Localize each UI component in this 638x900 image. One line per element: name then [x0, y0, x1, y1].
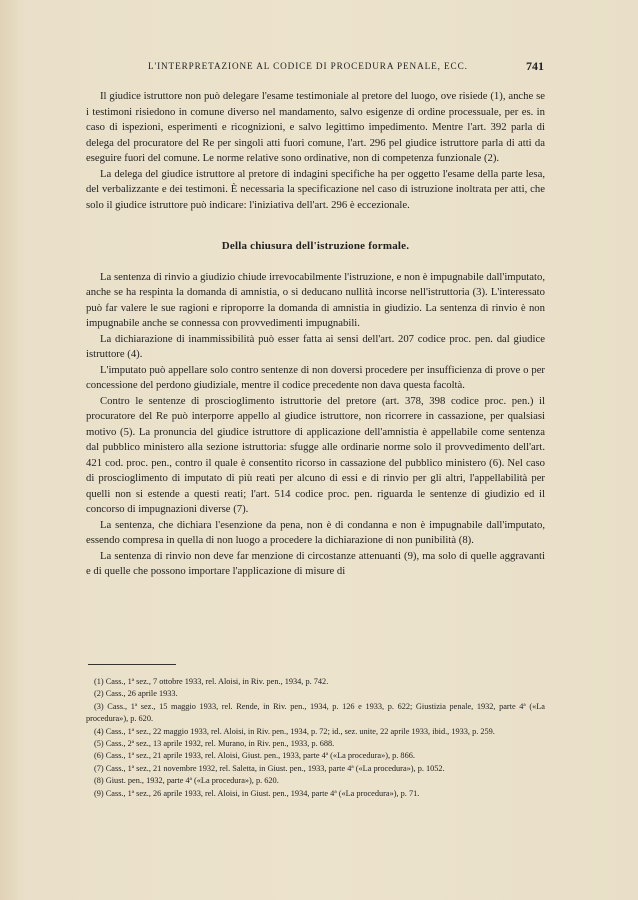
- footnote-7: (7) Cass., 1ª sez., 21 novembre 1932, rel. Saletta, in Giust. pen., 1933, parte 4ª («La procedura»), p. 1052.: [94, 763, 445, 773]
- paragraph-2: La delega del giudice istruttore al pretore di indagini specifiche ha per oggetto l'esame della parte lesa, del verbalizzante e dei testimoni. È necessaria la specificazione nel caso di istruzione inoltrata per atti, che solo il giudice istruttore può indicare: l'iniziativa dell'art. 296 è eccezionale.: [86, 167, 545, 211]
- footnote-2: (2) Cass., 26 aprile 1933.: [94, 689, 178, 699]
- paragraph-6: Contro le sentenze di proscioglimento istruttorie del pretore (art. 378, 398 codice proc. pen.) il procuratore del Re può interporre appello al giudice istruttore, non ricorrere in cassazione, per qualsiasi motivo (5). La pronuncia del giudice istruttore di applicazione dell'amnistia è appellabile come sentenza dal pubblico ministero alla sezione istruttoria: sfugge alle ordinarie norme solo il provvedimento dell'art. 421 cod. proc. pen., contro il quale è consentito ricorso in cassazione del pubblico ministero (6). Nel caso di proscioglimento di imputato di più reati per alcuno di essi e di rinvio per gli altri, l'appellabilità per quelli non si estende a questi reati; l'art. 514 codice proc. pen. riguarda le sentenze di giudizio ed il concorso di impugnazioni diverse (7).: [86, 394, 545, 515]
- footnotes: [86, 676, 545, 800]
- footnote-8: (8) Giust. pen., 1932, parte 4ª («La procedura»), p. 620.: [94, 776, 279, 786]
- footnote-divider: [88, 664, 176, 665]
- page-number: 741: [526, 59, 544, 73]
- paragraph-8: La sentenza di rinvio non deve far menzione di circostanze attenuanti (9), ma solo di quelle aggravanti e di quelle che possono importare l'applicazione di misure di: [86, 549, 545, 577]
- section-title: Della chiusura dell'istruzione formale.: [221, 240, 410, 252]
- footnote-1: (1) Cass., 1ª sez., 7 ottobre 1933, rel. Aloisi, in Riv. pen., 1934, p. 742.: [94, 677, 329, 686]
- paragraph-1: Il giudice istruttore non può delegare l'esame testimoniale al pretore del luogo, ove risiede (1), anche se i testimoni risiedono in comune diverso nel mandamento, salvo esigenze di ordine processuale, per es. in caso di ispezioni, esperimenti e ricognizioni, e salvo legittimo impedimento. Mentre l'art. 392 parla di delega del procuratore del Re per singoli atti fuori comune, l'art. 296 pel giudice istruttore parla di atti da eseguire fuori del comune. Le norme relative sono ordinative, non di competenza funzionale (2).: [86, 90, 545, 164]
- running-title: L'INTERPRETAZIONE AL CODICE DI PROCEDURA PENALE, ECC.: [148, 61, 468, 71]
- paragraph-3: La sentenza di rinvio a giudizio chiude irrevocabilmente l'istruzione, e non è impugnabile dall'imputato, anche se ha respinta la domanda di amnistia, o si deducano nullità incorse nell'istruttoria (3). L'interessato può far valere le sue ragioni e riproporre la domanda di amnistia in giudizio. La sentenza di rinvio è non impugnabile anche se connessa con provvedimenti impugnabili.: [86, 270, 545, 329]
- footnote-9: (9) Cass., 1ª sez., 26 aprile 1933, rel. Aloisi, in Giust. pen., 1934, parte 4ª («La procedura»), p. 71.: [94, 788, 420, 798]
- body-text: [86, 89, 545, 580]
- footnote-5: (5) Cass., 2ª sez., 13 aprile 1932, rel. Murano, in Riv. pen., 1933, p. 688.: [94, 739, 335, 749]
- page-header: [86, 59, 546, 75]
- paragraph-4: La dichiarazione di inammissibilità può esser fatta ai sensi dell'art. 207 codice proc. pen. dal giudice istruttore (4).: [86, 332, 545, 360]
- paragraph-7: La sentenza, che dichiara l'esenzione da pena, non è di condanna e non è impugnabile dall'imputato, essendo compresa in quella di non luogo a procedere la dichiarazione di non punibilità (8).: [86, 518, 545, 546]
- footnote-3: (3) Cass., 1ª sez., 15 maggio 1933, rel. Rende, in Riv. pen., 1934, p. 126 e 1933, p. 622; Giustizia penale, 1932, parte 4ª («La procedura»), p. 620.: [86, 701, 545, 724]
- paragraph-5: L'imputato può appellare solo contro sentenze di non doversi procedere per insufficienza di prove o per concessione del perdono giudiziale, mentre il codice precedente non dava questa facoltà.: [86, 363, 545, 391]
- footnote-6: (6) Cass., 1ª sez., 21 aprile 1933, rel. Aloisi, Giust. pen., 1933, parte 4ª («La procedura»), p. 866.: [94, 751, 415, 761]
- footnote-4: (4) Cass., 1ª sez., 22 maggio 1933, rel. Aloisi, in Riv. pen., 1934, p. 72; id., sez. unite, 22 aprile 1933, ibid., 1933, p. 259.: [94, 726, 495, 736]
